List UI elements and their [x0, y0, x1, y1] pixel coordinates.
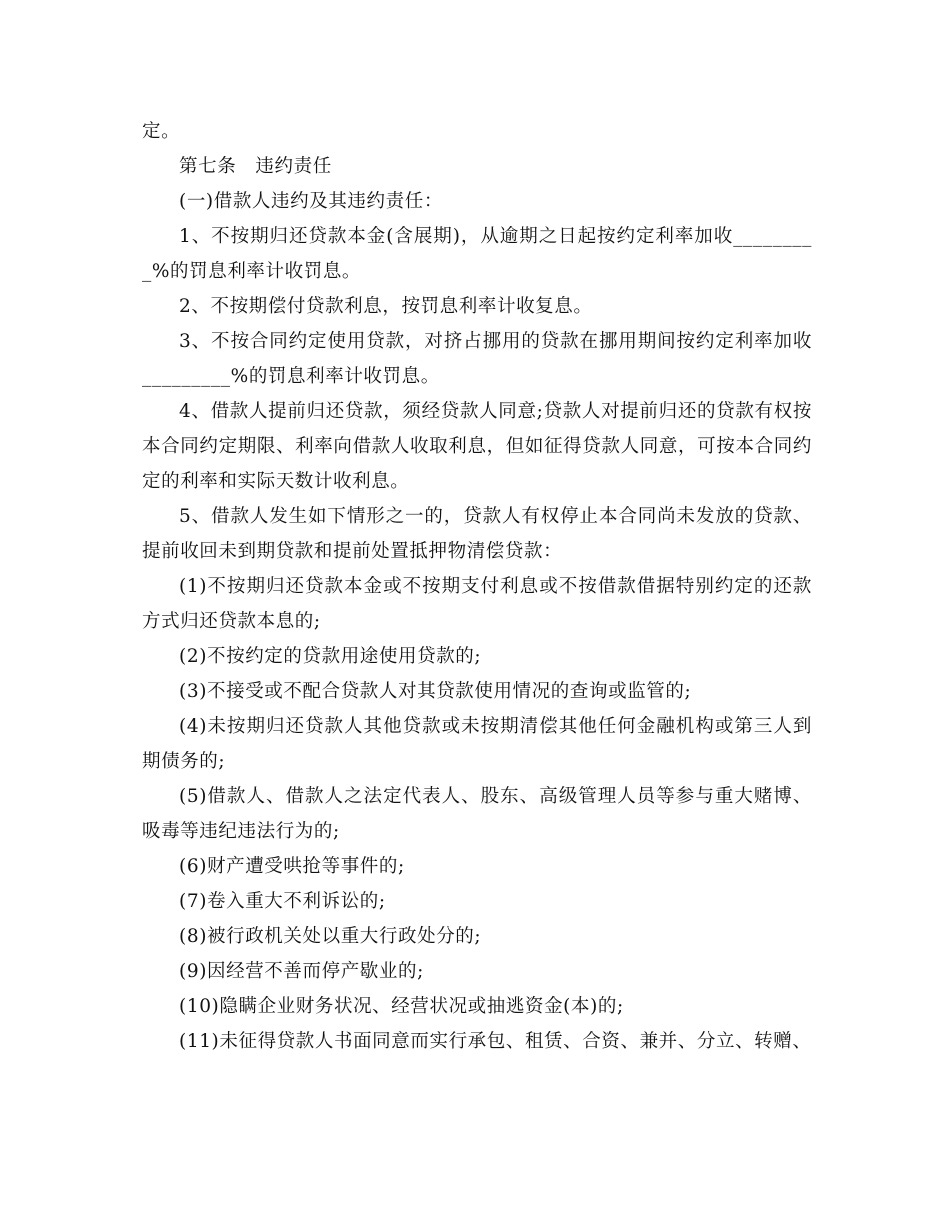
clause-1: 1、不按期归还贷款本金(含展期)，从逾期之日起按约定利率加收_________%的罚息利率计收罚息。: [142, 226, 812, 282]
clause-2: 2、不按期偿付贷款利息，按罚息利率计收复息。: [179, 296, 593, 317]
clause-4: 4、借款人提前归还贷款，须经贷款人同意;贷款人对提前归还的贷款有权按本合同约定期限、利率向借款人收取利息，但如征得贷款人同意，可按本合同约定的利率和实际天数计收利息。: [142, 401, 812, 492]
sub-item-9: (9)因经营不善而停产歇业的;: [179, 961, 424, 982]
sub-item-10: (10)隐瞒企业财务状况、经营状况或抽逃资金(本)的;: [179, 996, 624, 1017]
article-heading: 第七条 违约责任: [179, 156, 332, 177]
sub-item-11: (11)未征得贷款人书面同意而实行承包、租赁、合资、兼并、分立、转赠、: [179, 1031, 812, 1052]
document-body: [142, 114, 812, 1059]
sub-item-1: (1)不按期归还贷款本金或不按期支付利息或不按借款借据特别约定的还款方式归还贷款本息的;: [142, 576, 812, 632]
sub-item-5: (5)借款人、借款人之法定代表人、股东、高级管理人员等参与重大赌博、吸毒等违纪违法行为的;: [142, 786, 812, 842]
sub-item-3: (3)不接受或不配合贷款人对其贷款使用情况的查询或监管的;: [179, 681, 692, 702]
clause-3: 3、不按合同约定使用贷款，对挤占挪用的贷款在挪用期间按约定利率加收_________%的罚息利率计收罚息。: [142, 331, 812, 387]
sub-item-4: (4)未按期归还贷款人其他贷款或未按期清偿其他任何金融机构或第三人到期债务的;: [142, 716, 812, 772]
sub-item-2: (2)不按约定的贷款用途使用贷款的;: [179, 646, 482, 667]
sub-item-6: (6)财产遭受哄抢等事件的;: [179, 856, 405, 877]
clause-5: 5、借款人发生如下情形之一的，贷款人有权停止本合同尚未发放的贷款、提前收回未到期贷款和提前处置抵押物清偿贷款：: [142, 506, 812, 562]
sub-item-7: (7)卷入重大不利诉讼的;: [179, 891, 386, 912]
section-heading: (一)借款人违约及其违约责任：: [179, 191, 443, 212]
paragraph-continuation: 定。: [142, 121, 181, 142]
sub-item-8: (8)被行政机关处以重大行政处分的;: [179, 926, 482, 947]
